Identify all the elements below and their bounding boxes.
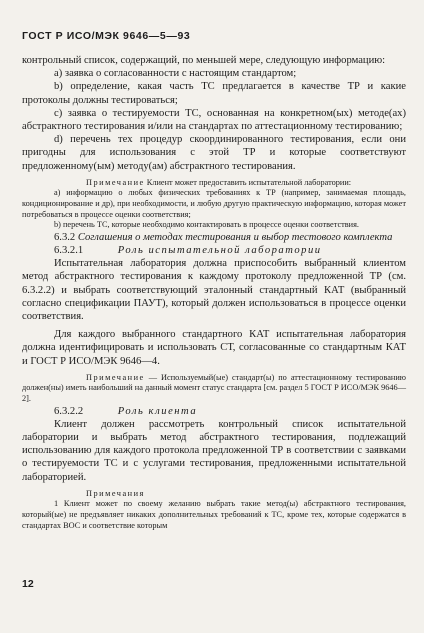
- section-title: Роль испытательной лаборатории: [117, 245, 322, 256]
- note-1-item-b: b) перечень ТС, которые необходимо контактировать в процессе оценки соответствия.: [54, 220, 360, 230]
- paragraph: Клиент должен рассмотреть контрольный список испытательной лаборатории и выбрать метод абстрактного тестирования, подлежащий использованию для каждого протокола предложенной ТР в соответствии с заявками о тестируемости ТС и с услугами тестирования, предложенными испытательной лабораторией.: [22, 418, 406, 483]
- notes-label-text: Примечания: [86, 488, 145, 498]
- section-6-3-2-2-heading: [22, 405, 406, 418]
- paragraph-intro: контрольный список, содержащий, по меньшей мере, следующую информацию:: [22, 55, 386, 66]
- note-item-1: 1 Клиент может по своему желанию выбрать такие метод(ы) абстрактного тестирования, который(ые) не предъявляет никаких дополнительных требований к ТС, кроме тех, которые содержатся в стандартах ВОС и соответствие которым: [22, 499, 406, 530]
- list-item-a: а) заявка о согласованности с настоящим стандартом;: [54, 68, 297, 80]
- list-item-c: с) заявка о тестируемости ТС, основанная на конкретном(ых) методе(ах) абстрактного тестирования и/или на стандартах по аттестационному тестированию;: [22, 107, 406, 133]
- list-item-d: d) перечень тех процедур скоординированного тестирования, если они пригодны для использования с этой ТР и которые соответствуют предложенному(ым) методу(ам) абстрактного тестирования.: [22, 134, 406, 172]
- section-title: Соглашения о методах тестирования и выбор тестового комплекта: [77, 231, 393, 243]
- section-title: Роль клиента: [117, 405, 198, 417]
- paragraph: Для каждого выбранного стандартного КАТ испытательная лаборатория должна идентифицировать и использовать СТ, согласованные со стандартным КАТ и ГОСТ Р ИСО/МЭК 9646—4.: [22, 329, 406, 367]
- section-number: 6.3.2: [54, 231, 76, 243]
- paragraph: Испытательная лаборатория должна приспособить выбранный клиентом метод абстрактного тестирования к каждому протоколу предложенной ТР (см. 6.3.2.2) и выбрать соответствующий эталонный стандартный КАТ (выбранный согласно спецификации ПАУТ), который должен использоваться в процессе оценки соответствия.: [22, 258, 406, 323]
- note-1-item-a: а) информацию о любых физических требованиях к ТР (например, занимаемая площадь, кондиционирование и др), при необходимости, и любую другую практическую информацию, которая может потребоваться в процессе оценки соответствия;: [22, 188, 406, 219]
- note-label: Примечание: [86, 177, 145, 187]
- list-item-b: b) определение, какая часть ТС предлагается в качестве ТР и какие протоколы должны тестироваться;: [22, 81, 406, 106]
- notes-label: [22, 489, 406, 500]
- section-6-3-2-heading: [22, 231, 406, 244]
- note-label: Примечание: [86, 372, 145, 382]
- page-number: 12: [22, 578, 34, 590]
- note-text: — Используемый(ые) стандарт(ы) по аттестационному тестированию должен(ны) иметь наибольший на данный момент статус стандарта [см. раздел 5 ГОСТ Р ИСО/МЭК 9646—2].: [22, 372, 406, 404]
- page-header: ГОСТ Р ИСО/МЭК 9646—5—93: [22, 30, 191, 42]
- note: [22, 373, 406, 405]
- section-number: 6.3.2.1: [54, 245, 84, 256]
- note-text: Клиент может предоставить испытательной лаборатории:: [144, 177, 352, 187]
- document-body: [22, 54, 406, 531]
- note-1: [22, 178, 406, 189]
- section-6-3-2-1-heading: [22, 244, 406, 257]
- section-number: 6.3.2.2: [54, 405, 84, 417]
